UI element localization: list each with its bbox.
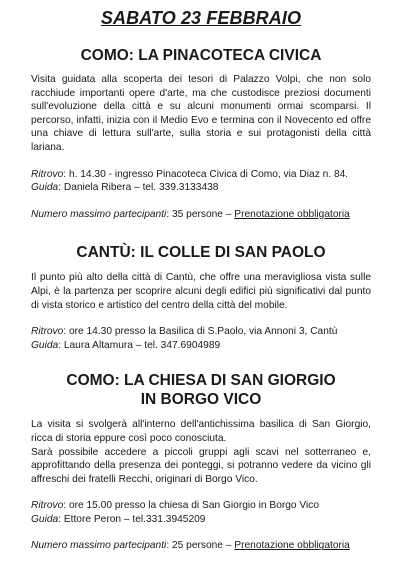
description-part1: La visita si svolgerà all'interno dell'antichissima basilica di San Giorgio, ricca di storia eppure così poco conosciuta. [31,419,371,444]
ritrovo-value: : h. 14.30 - ingresso Pinacoteca Civica di Como, via Diaz n. 84. [63,168,349,180]
section-description [31,418,371,486]
ritrovo-label: Ritrovo [31,500,64,512]
max-participants-value: : 35 persone – [166,208,235,220]
participants-info [31,208,371,222]
section-title [31,371,371,409]
section-san-giorgio [31,371,371,553]
ritrovo-value: : ore 14.30 presso la Basilica di S.Paolo, via Annoni 3, Cantù [63,326,338,338]
max-participants-value: : 25 persone – [166,540,235,552]
booking-required: Prenotazione obbligatoria [234,540,350,552]
guida-label: Guida [31,339,59,351]
max-participants-label: Numero massimo partecipanti [31,208,167,220]
guida-label: Guida [31,513,59,525]
section-title-line1: COMO: LA CHIESA DI SAN GIORGIO [66,372,336,390]
section-title: COMO: LA PINACOTECA CIVICA [80,47,322,64]
section-description: Il punto più alto della città di Cantù, che offre una meravigliosa vista sulle Alpi, è la partenza per scoprire alcuni degli edifici più significativi dal punto di vista storico e artistico del centro della città del mobile. [31,272,371,311]
section-description: Visita guidata alla scoperta dei tesori di Palazzo Volpi, che non solo racchiude importanti opere d'arte, ma che custodisce preziosi documenti sull'evoluzione della città e su alcuni monumenti ormai scomparsi. Il percorso, infatti, inizia con il Medio Evo e termina con il Novecento ed offre una chiave di lettura sull'arte, sulla storia e sui protagonisti della città lariana. [31,74,371,153]
day-title: SABATO 23 FEBBRAIO [100,8,302,28]
section-title: CANTÙ: IL COLLE DI SAN PAOLO [76,244,326,262]
guida-label: Guida [31,182,59,194]
guida-value: : Ettore Peron – tel.331.3945209 [58,513,206,525]
section-colle-san-paolo [31,243,371,352]
ritrovo-label: Ritrovo [31,326,64,338]
participants-info [31,539,371,553]
max-participants-label: Numero massimo partecipanti [31,540,167,552]
meeting-info [31,499,371,526]
booking-required: Prenotazione obbligatoria [234,208,350,220]
description-part2: Sarà possibile accedere a piccoli gruppi agli scavi nel sotterraneo e, approfittando della presenza dei ponteggi, si potranno vedere da vicino gli affreschi dei fratelli Recchi, originari di Borgo Vico. [31,446,371,485]
section-pinacoteca [31,46,371,221]
section-title-line2: IN BORGO VICO [140,391,262,409]
ritrovo-label: Ritrovo [31,168,64,180]
guida-value: : Laura Altamura – tel. 347.6904989 [58,339,221,351]
meeting-info [31,325,371,352]
meeting-info [31,168,371,195]
ritrovo-value: : ore 15.00 presso la chiesa di San Giorgio in Borgo Vico [63,500,320,512]
guida-value: : Daniela Ribera – tel. 339.3133438 [58,182,219,194]
